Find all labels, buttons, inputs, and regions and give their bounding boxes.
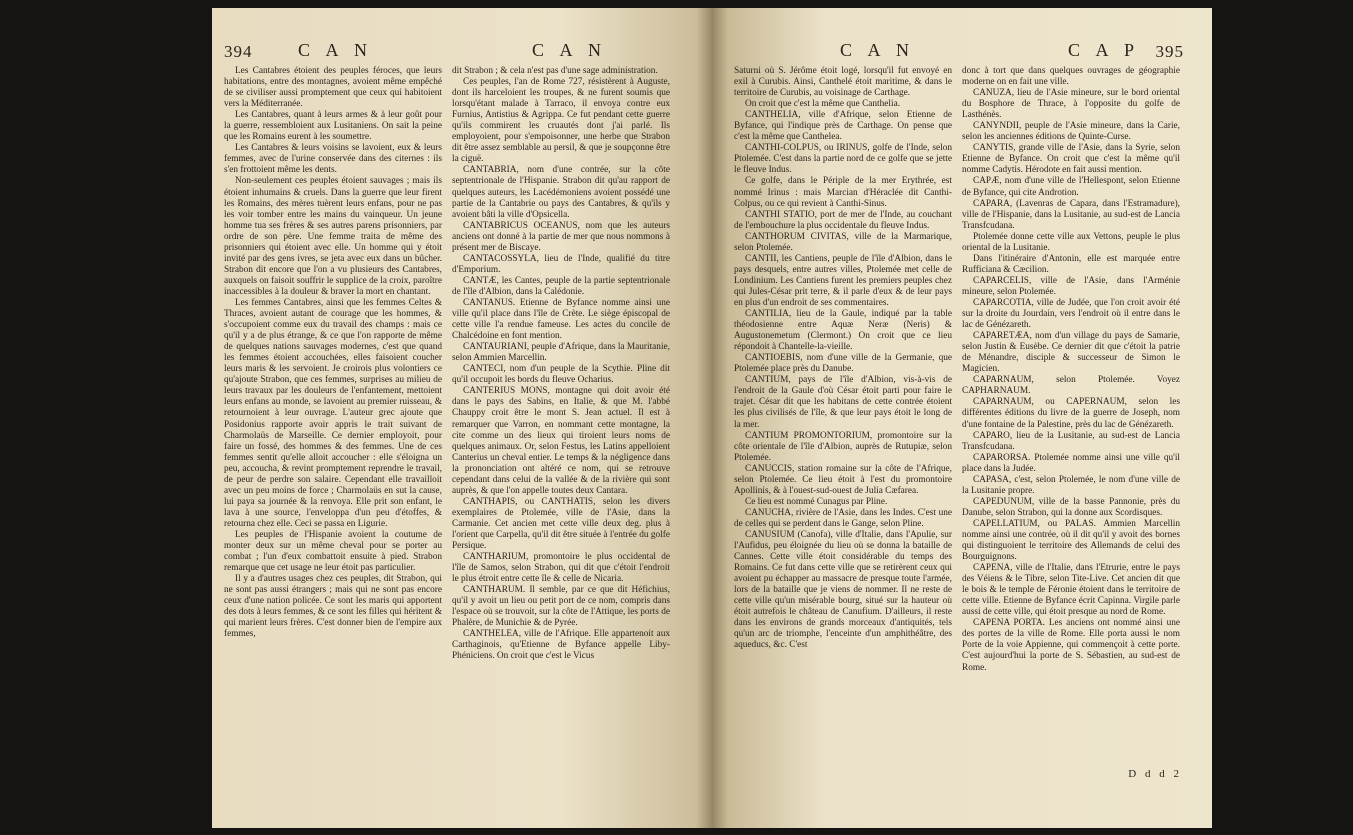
dictionary-entry: CAPARORSA. Ptolemée nomme ainsi une ville qu'il place dans la Judée.	[962, 452, 1180, 474]
page-header	[712, 40, 1212, 66]
dictionary-entry: CANTHORUM CIVITAS, ville de la Marmarique, selon Ptolemée.	[734, 231, 952, 253]
paragraph: Dans l'itinéraire d'Antonin, elle est marquée entre Rufficiana & Cæcilion.	[962, 253, 1180, 275]
dictionary-entry: CANTERIUS MONS, montagne qui doit avoir été dans le pays des Sabins, en Italie, & que M. l'abbé Chauppy croit être le mont S. Jean actuel. Il est à remarquer que Varron, en nommant cette montagne, la cite comme un des lieux qui tiroient leurs noms de quelques animaux. Or, selon Festus, les Latins appelloient Canterius un cheval entier. Le temps & la négligence dans la prononciation ont altéré ce nom, qui se retrouve cependant dans celui de la vallée & de la rivière qui sont auprès, & que l'on appelle toutes deux Cantara.	[452, 386, 670, 496]
dictionary-entry: CANTHI-COLPUS, ou IRINUS, golfe de l'Inde, selon Ptolemée. C'est dans la partie nord de ce golfe que se jette le fleuve Indus.	[734, 143, 952, 176]
dictionary-entry: CANTII, les Cantiens, peuple de l'île d'Albion, dans le pays desquels, entre autres villes, Ptolemée met celle de Londinium. Les Cantiens furent les premiers peuples chez qui Jules-César prit terre, & il parle d'eux & de leur pays en plus d'un endroit de ses commentaires.	[734, 253, 952, 308]
dictionary-entry: CANTHELIA, ville d'Afrique, selon Etienne de Byfance, qui l'indique près de Carthage. On pense que c'est la même que Canthelea.	[734, 110, 952, 143]
dictionary-entry: CANTANUS. Etienne de Byfance nomme ainsi une ville qu'il place dans l'île de Crète. Le siège épiscopal de cette ville l'a rendue fameuse. Les actes du concile de Chalcédoine en font mention.	[452, 297, 670, 342]
dictionary-entry: CAPEDUNUM, ville de la basse Pannonie, près du Danube, selon Strabon, qui la donne aux Scordisques.	[962, 496, 1180, 518]
page-number: 395	[1155, 42, 1184, 61]
paragraph: Ces peuples, l'an de Rome 727, résistèrent à Auguste, dont ils harceloient les troupes, & ne furent soumis que lorsqu'étant malade à Tarraco, il envoya contre eux Furnius, Antistius & Agrippa. Ce fut pendant cette guerre qu'ils commirent les cruautés dont j'ai parlé. Ils employoient, pour s'empoisonner, une herbe que Strabon dit être assez semblable au persil, & que je soupçonne être la ciguë.	[452, 77, 670, 165]
dictionary-entry: CANTECI, nom d'un peuple de la Scythie. Pline dit qu'il occupoit les bords du fleuve Ocharius.	[452, 364, 670, 386]
paragraph: Ptolemée donne cette ville aux Vettons, peuple le plus oriental de la Lusitanie.	[962, 231, 1180, 253]
dictionary-entry: CANTABRICUS OCEANUS, nom que les auteurs anciens ont donné à la partie de mer que nous nommons à présent mer de Biscaye.	[452, 220, 670, 253]
book-spread	[212, 8, 1212, 828]
dictionary-entry: CANUCCIS, station romaine sur la côte de l'Afrique, selon Ptolemée. Ce lieu étoit à l'est du promontoire Apollinis, & à l'ouest-sud-ouest de Julia Cæfarea.	[734, 463, 952, 496]
dictionary-entry: CANTHELEA, ville de l'Afrique. Elle appartenoit aux Carthaginois, qu'Etienne de Byfance appelle Liby-Phéniciens. On croit que c'est le Vicus	[452, 629, 670, 662]
dictionary-entry: CANTIUM, pays de l'île d'Albion, vis-à-vis de l'endroit de la Gaule d'où César étoit parti pour faire le trajet. César dit que les habitans de cette contrée étoient les plus civilisés de l'île, & que leur pays étoit le long de la mer.	[734, 375, 952, 430]
paragraph: Les peuples de l'Hispanie avoient la coutume de monter deux sur un même cheval pour se porter au combat ; l'un d'eux combattoit ensuite à pied. Strabon remarque que cet usage ne leur étoit pas particulier.	[224, 529, 442, 574]
text-column-2	[452, 66, 670, 663]
paragraph: Non-seulement ces peuples étoient sauvages ; mais ils étoient inhumains & cruels. Dans la guerre que leur firent les Romains, des mères tuèrent leurs enfans, pour ne pas les voir tomber entre les mains du vainqueur. Un jeune homme tua ses frères & ses autres parens prisonniers, par ordre de son père. Une femme traita de même des prisonniers qui étoient avec elle. Un homme qui y étoit invité par des gens ivres, se jeta avec eux dans un bûcher. Strabon dit encore que l'on a vu plusieurs des Cantabres, auxquels on faisoit souffrir le supplice de la croix, paroître inaccessibles à la douleur & braver la mort en chantant.	[224, 176, 442, 297]
running-head-right: C A P	[1068, 40, 1141, 60]
right-page	[712, 8, 1212, 828]
dictionary-entry: CAPARNAUM, ou CAPERNAUM, selon les différentes éditions du livre de la guerre de Joseph, nom d'une fontaine de la Palestine, près du lac de Génézareth.	[962, 397, 1180, 430]
dictionary-entry: CANTHI STATIO, port de mer de l'Inde, au couchant de l'embouchure la plus occidentale du fleuve Indus.	[734, 209, 952, 231]
dictionary-entry: CANTILIA, lieu de la Gaule, indiqué par la table théodosienne entre Aquæ Neræ (Neris) & Augustonemetum (Clermont.) On croit que ce lieu répondoit à Chantelle-la-vieille.	[734, 309, 952, 353]
paragraph: Saturni où S. Jérôme étoit logé, lorsqu'il fut envoyé en exil à Curubis. Ainsi, Canthelé étoit maritime, & dans le territoire de Curubis, au voisinage de Carthage.	[734, 66, 952, 99]
page-number: 394	[224, 42, 253, 61]
dictionary-entry: CAPASA, c'est, selon Ptolemée, le nom d'une ville de la Lusitanie propre.	[962, 474, 1180, 496]
dictionary-entry: CANTHARUM. Il semble, par ce que dit Héfichius, qu'il y avoit un lieu ou petit port de ce nom, compris dans l'espace où se trouvoit, sur la côte de l'Attique, les ports de Phalère, de Munichie & de Pyrée.	[452, 585, 670, 629]
paragraph: Ce lieu est nommé Cunagus par Pline.	[745, 496, 888, 507]
paragraph: Les Cantabres étoient des peuples féroces, que leurs habitations, entre des montagnes, avoient même empêché de se civiliser aussi promptement que ceux qui habitoient vers la Méditerranée.	[224, 66, 442, 110]
dictionary-entry: CAPARETÆA, nom d'un village du pays de Samarie, selon Justin & Eusèbe. Ce dernier dit que c'étoit la patrie de Ménandre, disciple & successeur de Simon le Magicien.	[962, 331, 1180, 375]
running-head-left: C A N	[298, 40, 374, 60]
dictionary-entry: CANYTIS, grande ville de l'Asie, dans la Syrie, selon Etienne de Byfance. On croit que c'est la même qu'il nomme Cadytis. Hérodote en fait aussi mention.	[962, 143, 1180, 176]
running-head-right: C A N	[532, 40, 608, 60]
dictionary-entry: CAPENA PORTA. Les anciens ont nommé ainsi une des portes de la ville de Rome. Elle porta aussi le nom Porte de la voie Appienne, qui commençoit à cette porte. C'est aujourd'hui la porte de S. Sébastien, au sud-est de Rome.	[962, 618, 1180, 673]
dictionary-entry: CANTACOSSYLA, lieu de l'Inde, qualifié du titre d'Emporium.	[452, 253, 670, 275]
paragraph: Les femmes Cantabres, ainsi que les femmes Celtes & Thraces, avoient autant de courage que les hommes, & s'occupoient comme eux du travail des champs : mais ce qu'il y a de plus étrange, & ce que l'on rapporte de même de quelques nations sauvages modernes, c'est que quand les femmes étoient accouchées, elles faisoient coucher leurs maris & les servoient. Je croirois plus volontiers ce qu'ajoute Strabon, que ces femmes, surprises au milieu de leurs travaux par les douleurs de l'enfantement, mettoient leurs enfans au monde, se lavoient au premier ruisseau, & retournoient à leur ouvrage. L'auteur grec ajoute que Posidonius rapporte avoir appris le trait suivant de Charmolaüs de Marseille. Ce dernier employoit, pour faire un fossé, des hommes & des femmes. Une de ces femmes sentit qu'elle alloit accoucher : elle s'éloigna un peu, accoucha, & revint promptement reprendre le travail, de peur de perdre son salaire. Cependant elle travailloit avec un peu moins de force ; Charmolaüs en sut la cause, lui paya sa journée & la renvoya. Elle prit son enfant, le lava à une source, l'enveloppa d'un peu d'étoffes, & retourna chez elle. Ceci se passa en Ligurie.	[224, 297, 442, 529]
dictionary-entry: CAPARCOTIA, ville de Judée, que l'on croit avoir été sur la droite du Jourdain, vers l'endroit où il entre dans le lac de Génézareth.	[962, 297, 1180, 331]
dictionary-entry: CANUCHA, rivière de l'Asie, dans les Indes. C'est une de celles qui se perdent dans le Gange, selon Pline.	[734, 507, 952, 529]
page-header	[212, 40, 712, 66]
dictionary-entry: CANYNDII, peuple de l'Asie mineure, dans la Carie, selon les anciennes éditions de Quinte-Curse.	[962, 121, 1180, 143]
left-page	[212, 8, 712, 828]
paragraph: On croit que c'est la même que Canthelia.	[745, 99, 901, 110]
dictionary-entry: CANUZA, lieu de l'Asie mineure, sur le bord oriental du Bosphore de Thrace, à l'opposite du golfe de Lasthénès.	[962, 88, 1180, 121]
dictionary-entry: CANUSIUM (Canofa), ville d'Italie, dans l'Apulie, sur l'Aufidus, peu éloignée du lieu où se donna la bataille de Cannes. Cette ville étoit considérable du temps des Romains. Ce fut dans cette ville que se retirèrent ceux qui avoient pu échapper au massacre de presque toute l'armée, lors de la bataille que je viens de nommer. Il ne reste de cette ville qu'un misérable bourg, situé sur la hauteur où étoit autrefois le château de Canufium. D'ailleurs, il reste dans les environs de grands morceaux d'antiquités, tels qu'un arc de triomphe, l'enceinte d'un amphithéâtre, des aqueducs, &c. C'est	[734, 529, 952, 651]
running-head-left: C A N	[840, 40, 916, 60]
dictionary-entry: CANTIOEBIS, nom d'une ville de la Germanie, que Ptolemée place près du Danube.	[734, 353, 952, 375]
paragraph: Ce golfe, dans le Périple de la mer Erythrée, est nommé Irinus : mais Marcian d'Héraclée dit Canthi-Colpus, ou ce qui revient à Canthi-Sinus.	[734, 176, 952, 209]
text-column-1	[734, 66, 952, 651]
dictionary-entry: CAPARNAUM, selon Ptolemée. Voyez CAPHARNAUM.	[962, 375, 1180, 397]
dictionary-entry: CANTAURIANI, peuple d'Afrique, dans la Mauritanie, selon Ammien Marcellin.	[452, 342, 670, 364]
paragraph: Les Cantabres & leurs voisins se lavoient, eux & leurs femmes, avec de l'urine conservée dans des citernes : ils s'en frottoient même les dents.	[224, 143, 442, 176]
dictionary-entry: CAPARO, lieu de la Lusitanie, au sud-est de Lancia Transfcudana.	[962, 430, 1180, 452]
signature-mark: D d d 2	[1128, 768, 1182, 780]
paragraph: Les Cantabres, quant à leurs armes & à leur goût pour la guerre, ressembloient aux Lusitaniens. On sait la peine que les Romains eurent à les soumettre.	[224, 110, 442, 143]
paragraph: Il y a d'autres usages chez ces peuples, dit Strabon, qui ne sont pas aussi étrangers ; mais qui ne sont pas encore ceux d'une nation policée. Ce sont les maris qui apportent des dots à leurs femmes, & ce sont les filles qui héritent & qui marient leurs frères. C'est donner bien de l'empire aux femmes,	[224, 574, 442, 640]
dictionary-entry: CAPENA, ville de l'Italie, dans l'Etrurie, entre le pays des Véiens & le Tibre, selon Tite-Live. Cet ancien dit que le bois & le temple de Féronie étoient dans le territoire de cette ville. Etienne de Byfance écrit Capinna. Virgile parle aussi de cette ville, qui étoit presque au nord de Rome.	[962, 563, 1180, 618]
dictionary-entry: CAPÆ, nom d'une ville de l'Hellespont, selon Etienne de Byfance, qui cite Androtion.	[962, 176, 1180, 198]
paragraph: donc à tort que dans quelques ouvrages de géographie moderne on en fait une ville.	[962, 66, 1180, 88]
dictionary-entry: CANTÆ, les Cantes, peuple de la partie septentrionale de l'île d'Albion, dans la Calédonie.	[452, 275, 670, 297]
dictionary-entry: CAPARCELIS, ville de l'Asie, dans l'Arménie mineure, selon Ptolemée.	[962, 275, 1180, 297]
dictionary-entry: CANTIUM PROMONTORIUM, promontoire sur la côte orientale de l'île d'Albion, auprès de Rutupiæ, selon Ptolemée.	[734, 430, 952, 463]
dictionary-entry: CANTHARIUM, promontoire le plus occidental de l'île de Samos, selon Strabon, qui dit que c'étoit l'endroit le plus étroit entre cette île & celle de Nicaria.	[452, 552, 670, 585]
dictionary-entry: CANTABRIA, nom d'une contrée, sur la côte septentrionale de l'Hispanie. Strabon dit qu'au rapport de quelques auteurs, les Lacédémoniens avoient possédé une partie de la Cantabrie ou pays des Cantabres, & qu'ils y avoient bâti la ville d'Opsicella.	[452, 165, 670, 220]
dictionary-entry: CANTHAPIS, ou CANTHATIS, selon les divers exemplaires de Ptolemée, ville de l'Asie, dans la Carmanie. Cet ancien met cette ville deux deg. plus à l'orient que Carpella, qu'il dit être située à l'entrée du golfe Persique.	[452, 496, 670, 552]
dictionary-entry: CAPARA, (Lavenras de Capara, dans l'Estramadure), ville de l'Hispanie, dans la Lusitanie, au sud-est de Lancia Transfcudana.	[962, 198, 1180, 231]
paragraph: dit Strabon ; & cela n'est pas d'une sage administration.	[452, 66, 658, 76]
gutter-shadow	[696, 8, 712, 828]
text-column-1	[224, 66, 442, 640]
text-column-2	[962, 66, 1180, 674]
gutter-shadow	[712, 8, 728, 828]
dictionary-entry: CAPELLATIUM, ou PALAS. Ammien Marcellin nomme ainsi une contrée, où il dit qu'il y avoit des bornes qui distinguoient le territoire des Allemands de celui des Bourguignons.	[962, 518, 1180, 563]
